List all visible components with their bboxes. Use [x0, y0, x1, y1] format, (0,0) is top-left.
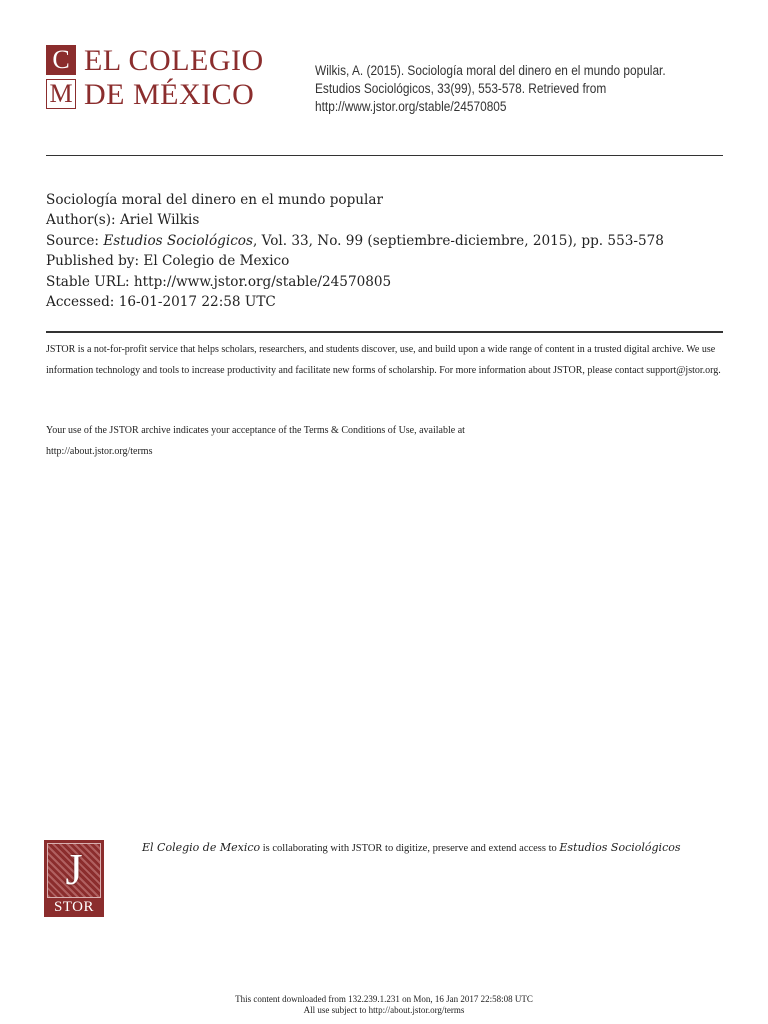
logo-wordmark — [84, 45, 264, 111]
jstor-notice — [46, 340, 726, 381]
monogram-m: M — [46, 79, 76, 109]
monogram-c: C — [46, 45, 76, 75]
citation: Wilkis, A. (2015). Sociología moral del dinero en el mundo popular. Estudios Sociológicos, 33(99), 553-578. Retrieved from http://www.jstor.org/stable/24570805 — [315, 63, 666, 114]
collab-journal: Estudios Sociológicos — [559, 841, 681, 854]
authors-row — [46, 210, 726, 230]
collaboration-statement — [142, 840, 702, 856]
jstor-notice-text: JSTOR is a not-for-profit service that helps scholars, researchers, and students discover, use, and build upon a wide range of content in a trusted digital archive. We use information technology and tools to increase productivity and facilitate new forms of scholarship. For more information about JSTOR, please contact support@jstor.org. — [46, 344, 721, 376]
el-colegio-logo — [46, 45, 276, 111]
jstor-logo-icon — [44, 840, 104, 917]
accessed-label: Accessed: — [46, 294, 115, 311]
download-footer — [0, 994, 768, 1016]
source-label: Source: — [46, 232, 99, 249]
authors-value: Ariel Wilkis — [119, 212, 200, 229]
logo-line-2: DE MÉXICO — [84, 78, 255, 111]
publisher-value: El Colegio de Mexico — [143, 253, 290, 270]
divider-top — [46, 155, 723, 156]
article-metadata — [46, 190, 726, 312]
divider-bottom — [46, 331, 723, 333]
terms-notice — [46, 421, 726, 462]
source-row — [46, 231, 726, 251]
accessed-row — [46, 292, 726, 312]
footer-terms-line: All use subject to http://about.jstor.org/terms — [303, 1005, 465, 1015]
jstor-letter-j: J — [65, 845, 83, 894]
collab-middle: is collaborating with JSTOR to digitize, preserve and extend access to — [260, 843, 560, 854]
cm-monogram-icon — [46, 45, 76, 109]
stable-url-row — [46, 272, 726, 292]
jstor-wordmark: STOR — [53, 899, 95, 915]
accessed-value: 16-01-2017 22:58 UTC — [118, 294, 276, 311]
publisher-row — [46, 251, 726, 271]
collab-publisher: El Colegio de Mexico — [142, 841, 261, 854]
authors-label: Author(s): — [46, 212, 116, 229]
stable-url-label: Stable URL: — [46, 273, 130, 290]
footer-download-line: This content downloaded from 132.239.1.231 on Mon, 16 Jan 2017 22:58:08 UTC — [235, 994, 533, 1004]
publisher-label: Published by: — [46, 253, 140, 270]
source-details: , Vol. 33, No. 99 (septiembre-diciembre, 2015), pp. 553-578 — [252, 232, 664, 249]
terms-notice-text: Your use of the JSTOR archive indicates your acceptance of the Terms & Conditions of Use, available at — [46, 425, 465, 436]
jstor-emblem — [47, 843, 101, 898]
article-title: Sociología moral del dinero en el mundo popular — [46, 192, 383, 208]
terms-link[interactable]: http://about.jstor.org/terms — [46, 445, 153, 457]
logo-line-1: EL COLEGIO — [84, 44, 264, 77]
stable-url-link[interactable]: http://www.jstor.org/stable/24570805 — [133, 273, 392, 290]
source-journal: Estudios Sociológicos — [103, 232, 253, 249]
